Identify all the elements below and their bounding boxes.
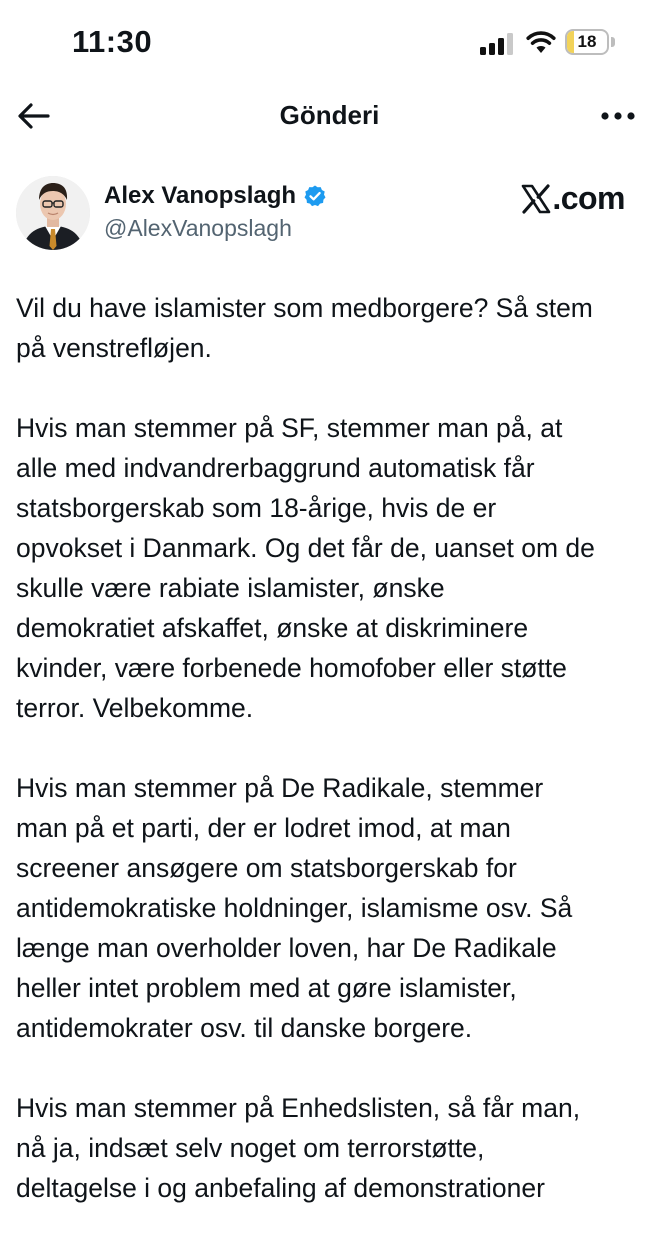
author-handle[interactable]: @AlexVanopslagh (104, 215, 292, 241)
source-domain: .com (552, 180, 625, 216)
battery-icon (565, 29, 617, 55)
tweet-paragraph: Hvis man stemmer på SF, stemmer man på, at alle med indvandrerbaggrund automatisk får statsborgerskab som 18-årige, hvis de er opvokset i Danmark. Og det får de, uanset om de skulle være rabiate islamister, ønske demokratiet afskaffet, ønske at diskriminere kvinder, være forbenede homofober eller støtte terror. Velbekomme. (16, 413, 595, 723)
x-logo-icon (521, 184, 551, 214)
status-bar (0, 0, 659, 86)
status-time: 11:30 (72, 24, 153, 59)
avatar-image (16, 176, 90, 250)
more-options-button[interactable] (595, 96, 641, 136)
battery-cap (611, 37, 615, 47)
tweet-text (16, 288, 648, 1248)
signal-icon (480, 33, 516, 55)
battery-level: 18 (577, 32, 597, 51)
wifi-icon (526, 30, 556, 54)
post-header (0, 86, 659, 148)
author-name[interactable]: Alex Vanopslagh (104, 182, 297, 209)
page-title: Gönderi (279, 100, 380, 130)
author-row (0, 170, 659, 260)
tweet-paragraph: Hvis man stemmer på De Radikale, stemmer man på et parti, der er lodret imod, at man screener ansøgere om statsborgerskab for antidemokratiske holdninger, islamisme osv. Så længe man overholder loven, har De Radikale heller intet problem med at gøre islamister, antidemokrater osv. til danske borgere. (16, 773, 573, 1043)
verified-badge-icon (303, 184, 327, 208)
source-logo (521, 180, 625, 217)
avatar[interactable] (16, 176, 90, 250)
tweet-paragraph: Vil du have islamister som medborgere? Så stem på venstrefløjen. (16, 293, 593, 363)
battery-body (565, 29, 609, 55)
tweet-paragraph: Hvis man stemmer på Enhedslisten, så får man, nå ja, indsæt selv noget om terrorstøtte, deltagelse i og anbefaling af demonstrationer (16, 1093, 581, 1203)
author-name-row (104, 182, 327, 210)
more-horizontal-icon (600, 111, 636, 121)
